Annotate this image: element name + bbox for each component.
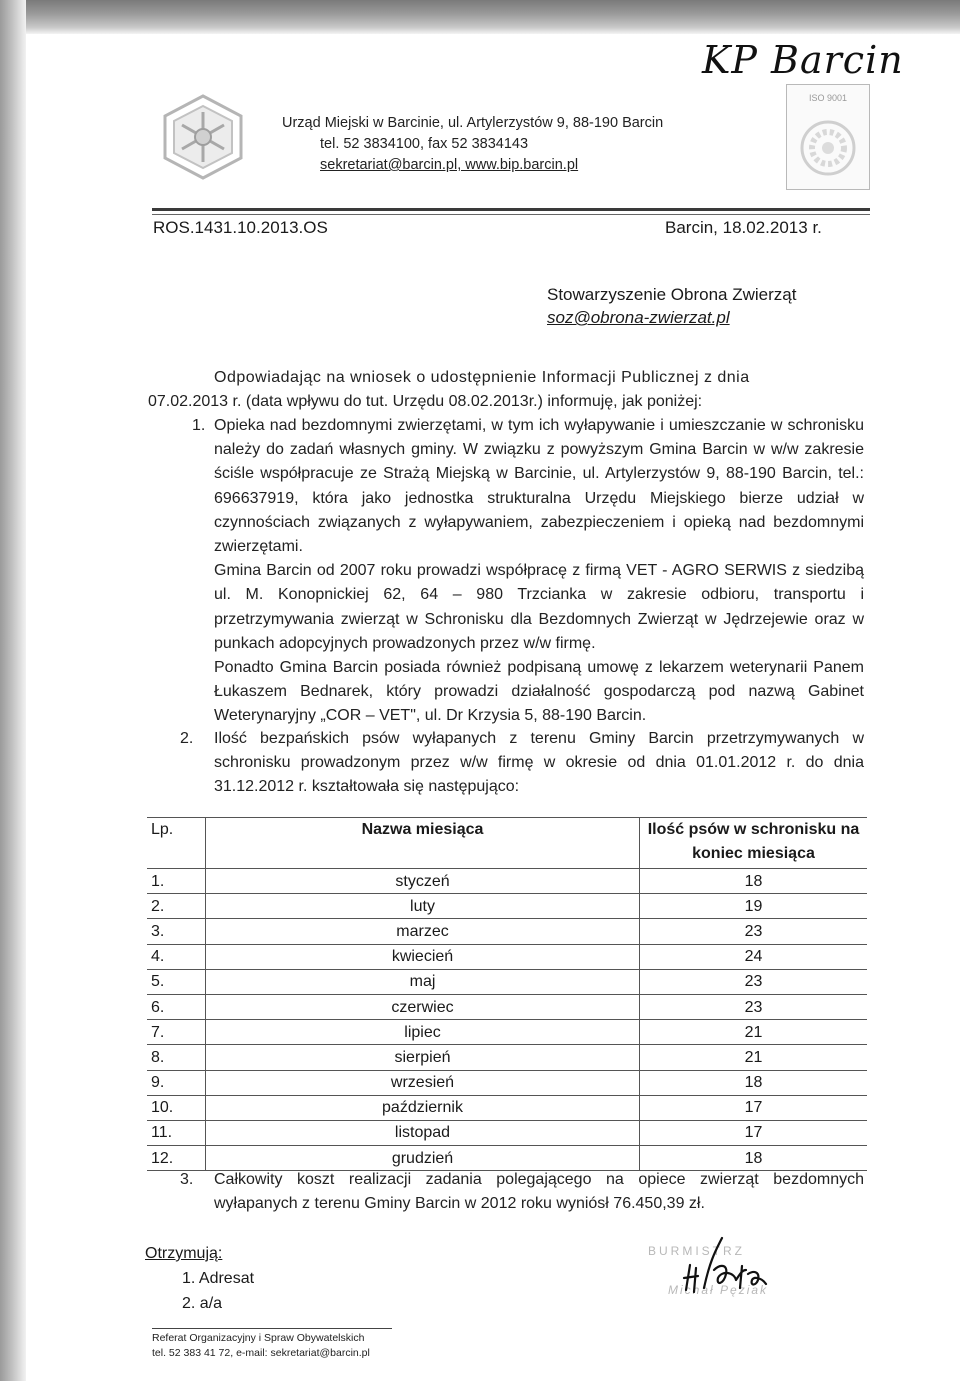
recipient-name: Stowarzyszenie Obrona Zwierząt [547,285,797,304]
item-2-number: 2. [180,730,194,747]
table-row [147,1146,867,1171]
receivers-block [145,1241,254,1316]
iso-label: ISO 9001 [808,93,848,103]
cell-count: 18 [640,869,868,894]
cell-lp: 5. [147,969,206,994]
cell-count: 17 [640,1120,868,1145]
cell-month: październik [206,1095,640,1120]
col-header-lp: Lp. [147,818,206,869]
cell-lp: 3. [147,919,206,944]
table-row [147,969,867,994]
cell-month: luty [206,894,640,919]
intro-line-2: 07.02.2013 r. (data wpływu do tut. Urzędu 08.02.2013r.) informuję, jak poniżej: [148,393,703,410]
cell-count: 21 [640,1020,868,1045]
table-row [147,869,867,894]
stamp-name: Michał Pęziak [668,1283,769,1297]
cell-month: wrzesień [206,1070,640,1095]
cell-month: grudzień [206,1146,640,1171]
cell-count: 23 [640,994,868,1019]
cell-lp: 12. [147,1146,206,1171]
footer-divider [152,1328,392,1329]
item-1-paragraph-a: Opieka nad bezdomnymi zwierzętami, w tym ich wyłapywanie i umieszczanie w schronisku należy do zadań własnych gminy. W związku z powyższym Gmina Barcin w w/w zakresie ściśle współpracuje ze Strażą Miejską w Barcinie, ul. Artylerzystów 9, 88-190 Barcin, tel.: 696637919, która jako jednostka strukturalna Urzędu Miejskiego bierze udział w czynnościach związanych z wyłapywaniem, zabezpieczeniem i opieką nad bezdomnymi zwierzętami. [214,417,864,556]
cell-lp: 1. [147,869,206,894]
receivers-title: Otrzymują: [145,1245,223,1262]
cell-lp: 7. [147,1020,206,1045]
stamp-title: BURMISTRZ [648,1244,745,1258]
cell-lp: 2. [147,894,206,919]
handwritten-note: KP Barcin [702,38,904,82]
table-row [147,994,867,1019]
cell-lp: 11. [147,1120,206,1145]
coat-of-arms-logo [158,92,248,182]
cell-lp: 8. [147,1045,206,1070]
item-1-paragraph-c: Ponadto Gmina Barcin posiada również podpisaną umowę z lekarzem weterynarii Panem Łukaszem Bednarek, który prowadzi działalność gospodarczą pod nazwą Gabinet Weterynaryjny „COR – VET", ul. Dr Krzysia 5, 88-190 Barcin. [214,659,864,725]
item-1-number: 1. [192,417,206,434]
cell-count: 23 [640,919,868,944]
cell-month: listopad [206,1120,640,1145]
intro-line-1: Odpowiadając na wniosek o udostępnienie Informacji Publicznej z dnia [214,369,750,386]
scan-edge-top [0,0,960,34]
cell-lp: 10. [147,1095,206,1120]
reference-number: ROS.1431.10.2013.OS [153,218,328,237]
table-row [147,1120,867,1145]
cell-month: kwiecień [206,944,640,969]
col-header-month: Nazwa miesiąca [206,818,640,869]
cell-count: 21 [640,1045,868,1070]
cell-count: 23 [640,969,868,994]
footer-department: Referat Organizacyjny i Spraw Obywatelskich [152,1332,365,1344]
table-row [147,894,867,919]
header-phone: tel. 52 3834100, fax 52 3834143 [320,136,529,152]
dogs-in-shelter-table [147,817,867,1171]
signature-image [676,1230,776,1300]
header-email-web: sekretariat@barcin.pl, www.bip.barcin.pl [320,157,579,173]
cell-month: sierpień [206,1045,640,1070]
cell-month: lipiec [206,1020,640,1045]
item-1-paragraph-b: Gmina Barcin od 2007 roku prowadzi współpracę z firmą VET - AGRO SERWIS z siedzibą ul. M. Konopnickiej 62, 64 – 980 Trzcianka w zakresie odbioru, transportu i przetrzymywania zwierząt w Schronisku dla Bezdomnych Zwierząt w Jędrzejewie oraz w punkach adopcyjnych prowadzonych przez w/w firmę. [214,562,864,652]
header-divider-thick [152,208,870,211]
table-row [147,1020,867,1045]
cell-lp: 4. [147,944,206,969]
table-row [147,1095,867,1120]
receiver-item: 2. a/a [182,1295,223,1312]
cell-count: 18 [640,1146,868,1171]
table-row [147,944,867,969]
cell-month: czerwiec [206,994,640,1019]
footer-block [152,1331,370,1361]
recipient-block [547,283,796,329]
cell-lp: 6. [147,994,206,1019]
iso-certificate-box [786,84,870,190]
footer-contact: tel. 52 383 41 72, e-mail: sekretariat@barcin.pl [152,1347,370,1359]
place-date: Barcin, 18.02.2013 r. [665,218,822,237]
cell-count: 17 [640,1095,868,1120]
iso-certificate-icon [799,119,857,177]
cell-count: 18 [640,1070,868,1095]
col-header-count: Ilość psów w schronisku na koniec miesiąca [640,818,868,869]
table-row [147,1045,867,1070]
cell-month: maj [206,969,640,994]
receiver-item: 1. Adresat [182,1270,255,1287]
header-divider-thin [152,214,870,215]
item-2-paragraph: Ilość bezpańskich psów wyłapanych z terenu Gminy Barcin przetrzymywanych w schronisku prowadzonym przez w/w firmę w okresie od dnia 01.01.2012 r. do dnia 31.12.2012 r. kształtowała się następująco: [214,730,864,796]
cell-month: styczeń [206,869,640,894]
header-address: Urząd Miejski w Barcinie, ul. Artylerzystów 9, 88-190 Barcin [282,115,664,131]
table-row [147,919,867,944]
table-header-row [147,818,867,869]
office-header [282,113,663,176]
item-3-paragraph: Całkowity koszt realizacji zadania polegającego na opiece zwierząt bezdomnych wyłapanych z terenu Gminy Barcin w 2012 roku wyniósł 76.450,39 zł. [214,1171,864,1213]
cell-count: 24 [640,944,868,969]
table-row [147,1070,867,1095]
item-3-number: 3. [180,1171,194,1188]
cell-count: 19 [640,894,868,919]
scan-edge-left [0,0,26,1381]
cell-lp: 9. [147,1070,206,1095]
cell-month: marzec [206,919,640,944]
recipient-email: soz@obrona-zwierzat.pl [547,308,730,327]
